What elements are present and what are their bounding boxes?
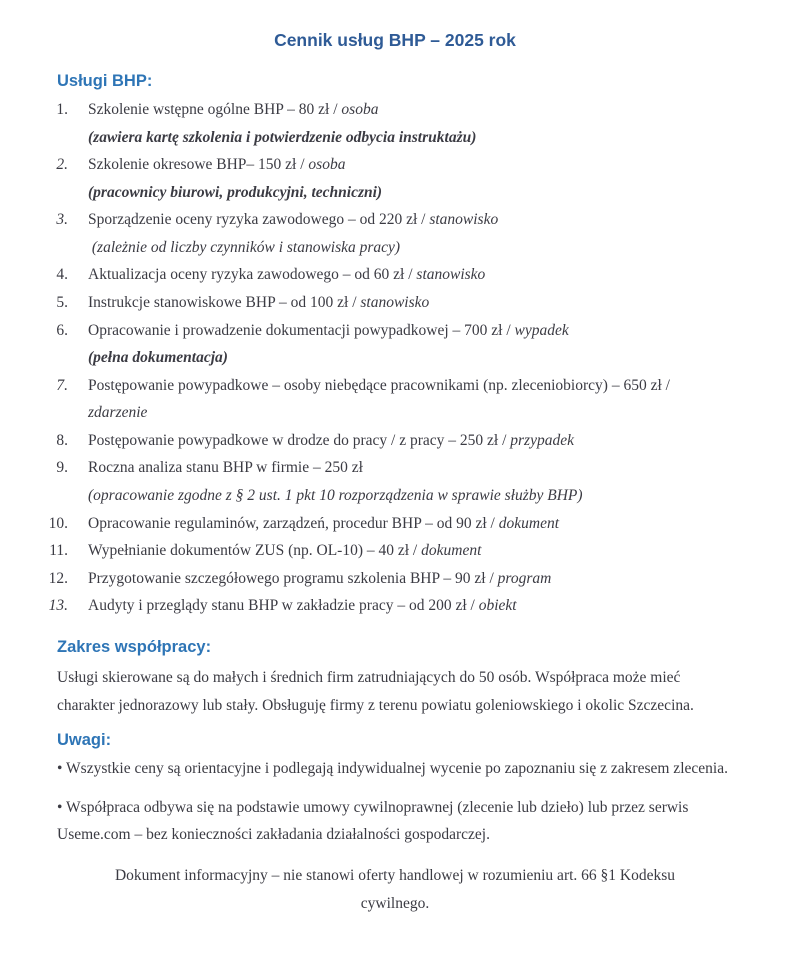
list-item — [43, 151, 733, 206]
list-item-label: Aktualizacja oceny ryzyka zawodowego – od 60 zł / — [88, 266, 417, 284]
list-item-unit: obiekt — [478, 597, 517, 615]
list-item-label: Roczna analiza stanu BHP w firmie – 250 zł — [88, 459, 363, 477]
list-item-number: 1. — [56, 100, 68, 118]
list-item-text — [88, 537, 733, 565]
list-item-unit: osoba — [308, 156, 346, 174]
list-item-text — [88, 454, 733, 482]
list-item-number: 13. — [48, 597, 68, 615]
list-item-note: (pracownicy biurowi, produkcyjni, techniczni) — [88, 183, 383, 201]
list-item-label: Audyty i przeglądy stanu BHP w zakładzie pracy – od 200 zł / — [88, 597, 479, 615]
list-item-body — [88, 151, 733, 206]
section-heading-scope: Zakres współpracy: — [57, 637, 212, 656]
list-item-body — [88, 454, 733, 509]
list-item-label: Instrukcje stanowiskowe BHP – od 100 zł / — [88, 294, 361, 312]
list-item — [43, 317, 733, 372]
list-item — [43, 454, 733, 509]
list-item-unit: wypadek — [514, 321, 569, 339]
list-item-body — [88, 565, 733, 593]
list-item — [43, 427, 733, 455]
service-list — [43, 96, 733, 620]
list-item-unit: stanowisko — [360, 294, 430, 312]
page-title: Cennik usług BHP – 2025 rok — [274, 30, 516, 50]
list-item-label: Postępowanie powypadkowe w drodze do pracy / z pracy – 250 zł / — [88, 431, 511, 449]
section-heading-services: Usługi BHP: — [57, 71, 153, 90]
list-item-number: 3. — [56, 211, 68, 229]
list-item-note: (opracowanie zgodne z § 2 ust. 1 pkt 10 rozporządzenia w sprawie służby BHP) — [88, 487, 583, 505]
list-item-number: 7. — [56, 376, 68, 394]
list-item-text — [88, 96, 733, 124]
list-item — [43, 261, 733, 289]
list-item-unit: dokument — [421, 542, 482, 560]
list-item-number: 9. — [56, 459, 68, 477]
list-item-number: 4. — [56, 266, 68, 284]
scope-paragraph: Usługi skierowane są do małych i średnich firm zatrudniających do 50 osób. Współpraca może mieć charakter jednorazowy lub stały. Obsługuję firmy z terenu powiatu goleniowskiego i okolic Szczecina. — [57, 669, 694, 714]
list-item-text — [88, 151, 733, 179]
list-item-label: Postępowanie powypadkowe – osoby niebędące pracownikami (np. zleceniobiorcy) – 650 zł / — [88, 376, 670, 394]
list-item-text — [88, 427, 733, 455]
list-item-label: Szkolenie wstępne ogólne BHP – 80 zł / — [88, 100, 342, 118]
list-item-number: 8. — [56, 431, 68, 449]
list-item-number: 5. — [56, 294, 68, 312]
list-item — [43, 510, 733, 538]
list-item — [43, 372, 733, 427]
list-item-note: (zawiera kartę szkolenia i potwierdzenie odbycia instruktażu) — [88, 128, 477, 146]
list-item-label: Opracowanie regulaminów, zarządzeń, procedur BHP – od 90 zł / — [88, 514, 499, 532]
section-heading-remarks: Uwagi: — [57, 731, 112, 750]
bullet-text: Wszystkie ceny są orientacyjne i podlegają indywidualnej wycenie po zapoznaniu się z zakresem zlecenia. — [66, 760, 728, 778]
list-item-body — [88, 289, 733, 317]
list-item — [43, 565, 733, 593]
list-item-unit: stanowisko — [416, 266, 486, 284]
list-item-number: 2. — [56, 156, 68, 174]
list-item-text — [88, 261, 733, 289]
list-item-text — [88, 565, 733, 593]
list-item-number: 11. — [49, 542, 68, 560]
bullet-marker: • — [57, 760, 67, 778]
list-item-text — [88, 206, 733, 234]
list-item-body — [88, 592, 733, 620]
list-item-body — [88, 537, 733, 565]
bullet-item — [57, 794, 733, 849]
footer-disclaimer: Dokument informacyjny – nie stanowi oferty handlowej w rozumieniu art. 66 §1 Kodeksu cywilnego. — [114, 867, 676, 912]
list-item-unit: stanowisko — [429, 211, 499, 229]
list-item-note: (zależnie od liczby czynników i stanowiska pracy) — [88, 238, 401, 256]
list-item-label: Szkolenie okresowe BHP– 150 zł / — [88, 156, 309, 174]
list-item — [43, 96, 733, 151]
list-item-body — [88, 96, 733, 151]
list-item-label: Sporządzenie oceny ryzyka zawodowego – od 220 zł / — [88, 211, 430, 229]
list-item-label: Przygotowanie szczegółowego programu szkolenia BHP – 90 zł / — [88, 569, 498, 587]
bullet-item — [57, 755, 733, 783]
list-item-unit: osoba — [341, 100, 379, 118]
list-item-body — [88, 261, 733, 289]
list-item-unit: przypadek — [510, 431, 574, 449]
list-item — [43, 289, 733, 317]
remarks-bullets — [57, 755, 733, 849]
list-item-label: Wypełnianie dokumentów ZUS (np. OL-10) – 40 zł / — [88, 542, 422, 560]
list-item-body — [88, 206, 733, 261]
list-item-text — [88, 317, 733, 345]
bullet-marker: • — [57, 798, 67, 816]
list-item-note: (pełna dokumentacja) — [88, 349, 228, 367]
list-item-unit: dokument — [498, 514, 560, 532]
list-item-number: 10. — [48, 514, 68, 532]
bullet-text: Współpraca odbywa się na podstawie umowy cywilnoprawnej (zlecenie lub dzieło) lub przez serwis Useme.com – bez konieczności zakładania działalności gospodarczej. — [57, 798, 689, 844]
list-item-number: 6. — [56, 321, 68, 339]
list-item — [43, 592, 733, 620]
list-item-body — [88, 372, 733, 427]
list-item — [43, 206, 733, 261]
list-item-text — [88, 592, 733, 620]
list-item-unit: program — [497, 569, 552, 587]
list-item-body — [88, 427, 733, 455]
list-item-text — [88, 372, 733, 427]
list-item-body — [88, 510, 733, 538]
list-item — [43, 537, 733, 565]
list-item-text — [88, 289, 733, 317]
list-item-label: Opracowanie i prowadzenie dokumentacji powypadkowej – 700 zł / — [88, 321, 515, 339]
list-item-body — [88, 317, 733, 372]
list-item-unit: zdarzenie — [88, 404, 148, 422]
list-item-text — [88, 510, 733, 538]
list-item-number: 12. — [48, 569, 68, 587]
